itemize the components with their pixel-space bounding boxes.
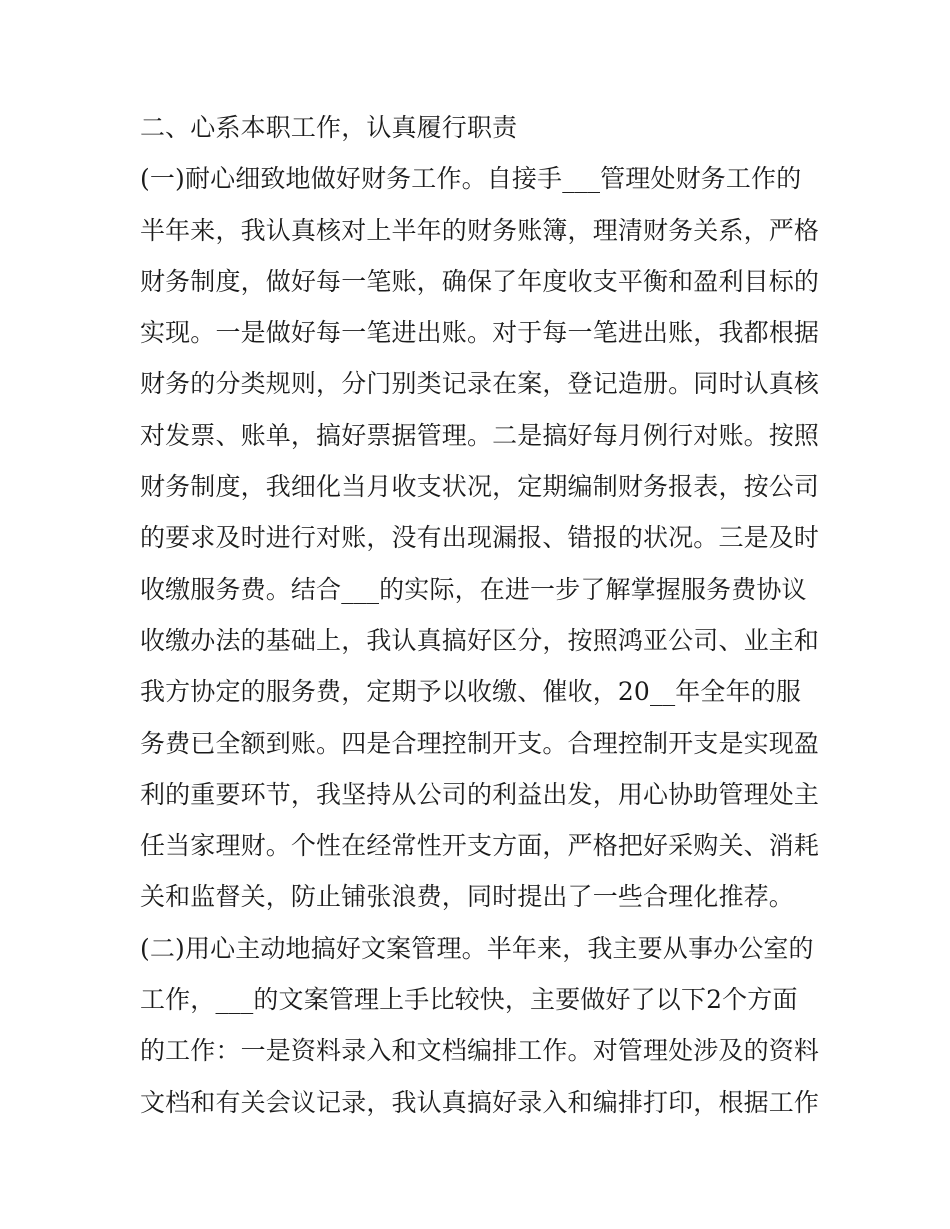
paragraph-line: 财务的分类规则，分门别类记录在案，登记造册。同时认真核 [140,369,820,399]
paragraph-line: 关和监督关，防止铺张浪费，同时提出了一些合理化推荐。 [140,882,794,912]
document-body [140,102,820,1128]
paragraph-line: 文档和有关会议记录，我认真搞好录入和编排打印，根据工作 [140,1087,820,1117]
paragraph-line: 实现。一是做好每一笔进出账。对于每一笔进出账，我都根据 [140,318,820,348]
paragraph-line: 务费已全额到账。四是合理控制开支。合理控制开支是实现盈 [140,728,820,758]
paragraph-line: 收缴服务费。结合___的实际，在进一步了解掌握服务费协议 [140,574,807,604]
paragraph-line: 利的重要环节，我坚持从公司的利益出发，用心协助管理处主 [140,779,820,809]
paragraph-line: 任当家理财。个性在经常性开支方面，严格把好采购关、消耗 [140,831,820,861]
section-heading: 二、心系本职工作，认真履行职责 [140,113,518,142]
paragraph-line: 我方协定的服务费，定期予以收缴、催收，20__年全年的服 [140,677,802,707]
paragraph-line: 财务制度，我细化当月收支状况，定期编制财务报表，按公司 [140,472,820,502]
paragraph-line: 半年来，我认真核对上半年的财务账簿，理清财务关系，严格 [140,215,820,245]
paragraph-line: 的要求及时进行对账，没有出现漏报、错报的状况。三是及时 [140,523,820,553]
paragraph-line: 财务制度，做好每一笔账，确保了年度收支平衡和盈利目标的 [140,266,820,296]
paragraph-line: 工作，___的文案管理上手比较快，主要做好了以下2个方面 [140,985,798,1015]
paragraph-line: (一)耐心细致地做好财务工作。自接手___管理处财务工作的 [140,164,802,194]
paragraph-line: 对发票、账单，搞好票据管理。二是搞好每月例行对账。按照 [140,420,820,450]
paragraph-line: (二)用心主动地搞好文案管理。半年来，我主要从事办公室的 [140,933,814,963]
paragraph-line: 收缴办法的基础上，我认真搞好区分，按照鸿亚公司、业主和 [140,625,820,655]
paragraph-line: 的工作：一是资料录入和文档编排工作。对管理处涉及的资料 [140,1036,820,1066]
